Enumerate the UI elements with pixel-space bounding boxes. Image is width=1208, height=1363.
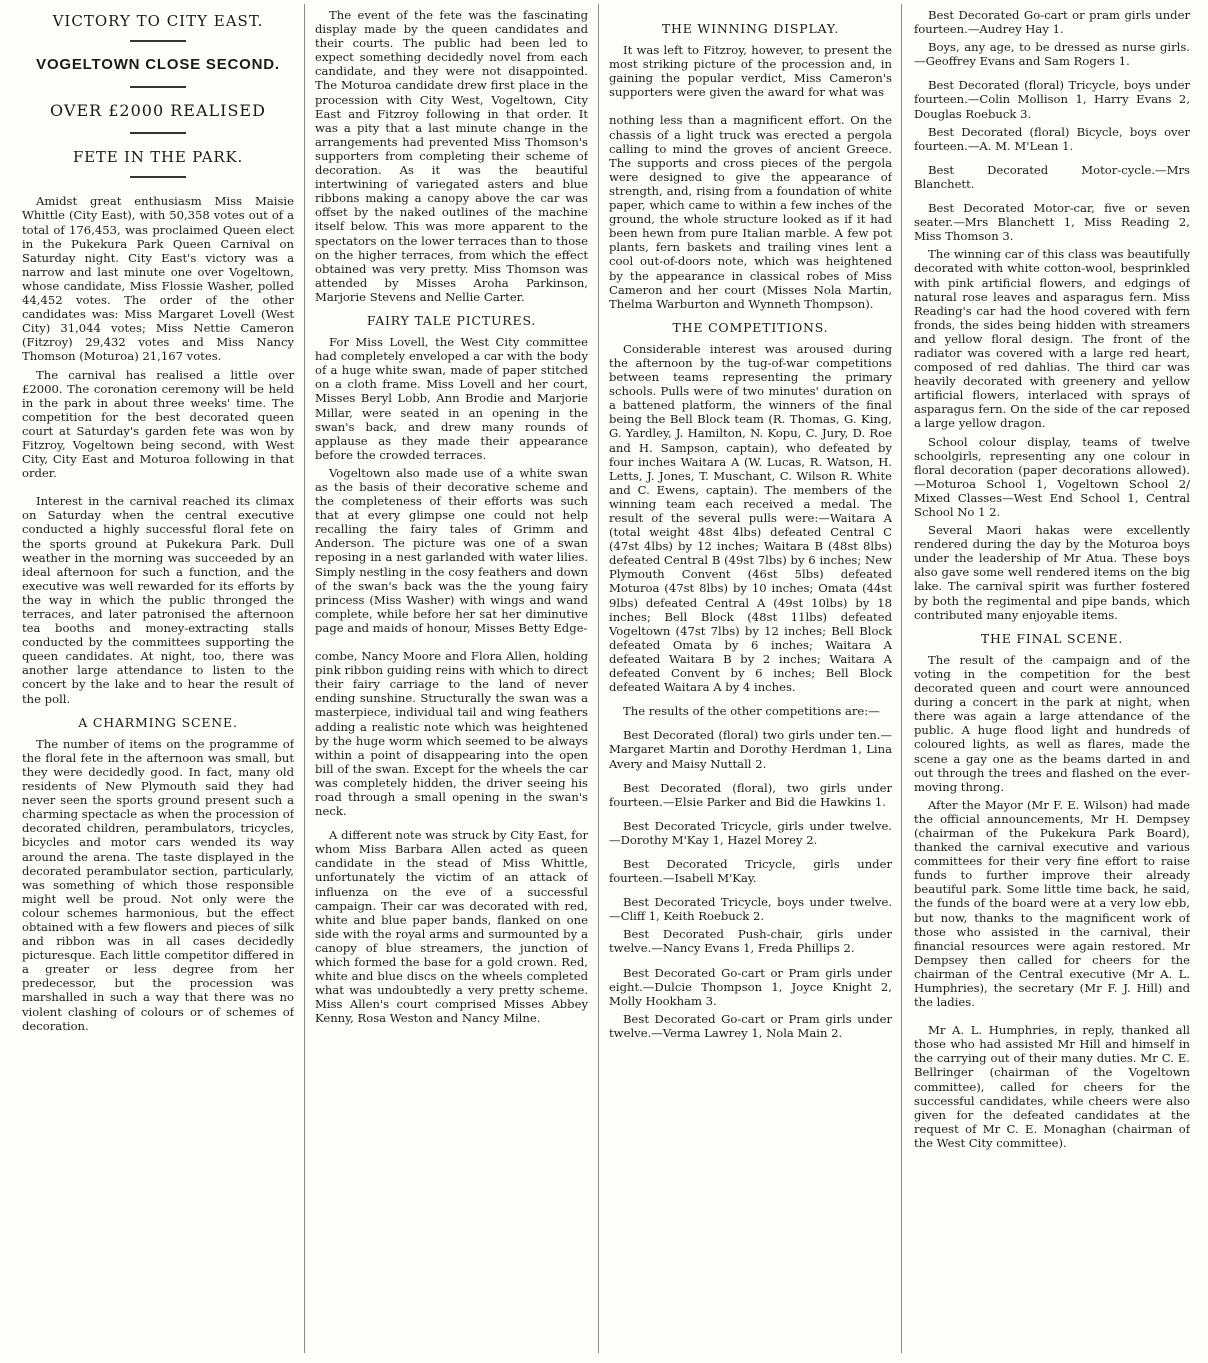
result-item: Best Decorated (floral) Bicycle, boys over fourteen.—A. M. M'Lean 1. bbox=[914, 124, 1190, 153]
subheading-competitions: THE COMPETITIONS. bbox=[672, 319, 829, 335]
result-item: Best Decorated (floral) Tricycle, boys under fourteen.—Colin Mollison 1, Harry Evans 2, Douglas Roebuck 3. bbox=[914, 78, 1190, 121]
article-column-3 bbox=[609, 8, 892, 1349]
result-item: Best Decorated Tricycle, girls under twelve.—Dorothy M'Kay 1, Hazel Morey 2. bbox=[609, 818, 892, 847]
paragraph: The results of the other competitions are:— bbox=[623, 704, 880, 719]
paragraph: The winning car of this class was beautifully decorated with white cotton-wool, besprinkled with pink artificial flowers, and edgings of natural rose leaves and asparagus fern. Miss Reading's car had the hood covered with fern fronds, the sides being hidden with streamers and yellow floral design. The front of the radiator was covered with a large red heart, composed of red dahlias. The third car was heavily decorated with greenery and yellow artificial flowers, interlaced with sprays of asparagus fern. On the side of the car reposed a large yellow dragon. bbox=[914, 247, 1190, 431]
subheading-winning-display: THE WINNING DISPLAY. bbox=[661, 21, 840, 36]
paragraph: The carnival has realised a little over £2000. The coronation ceremony will be held in the park in about three weeks' time. The competition for the best decorated queen court at Saturday's garden fete was won by Fitzroy, Vogeltown being second, with West City, City East and Moturoa following in that order. bbox=[22, 367, 294, 481]
result-item: Best Decorated (floral) two girls under ten.—Margaret Martin and Dorothy Herdman 1, Lina Avery and Maisy Nuttall 2. bbox=[609, 728, 892, 771]
paragraph: The number of items on the programme of the floral fete in the afternoon was small, but they were decidedly good. In fact, many old residents of New Plymouth said they had never seen the sports ground present such a charming spectacle as when the procession of decorated children, perambulators, tricycles, bicycles and motor cars wended its way around the arena. The taste displayed in the decorated perambulator section, particularly, was something of which those responsible might well be proud. Not only were the colour schemes harmonious, but the effect obtained with a few flowers and pieces of silk and ribbon was in all cases decidedly picturesque. Each little competitor differed in a greater or less degree from her predecessor, but the procession was marshalled in such a way that there was no violent clashing of colours or of schemes of decoration. bbox=[22, 736, 294, 1033]
subheading-charming-scene: A CHARMING SCENE. bbox=[78, 714, 238, 730]
result-item: Best Decorated Tricycle, girls under fourteen.—Isabell M'Kay. bbox=[609, 856, 892, 886]
paragraph: Mr A. L. Humphries, in reply, thanked all those who had assisted Mr Hill and himself in the carrying out of their many duties. Mr C. E. Bellringer (chairman of the Vogeltown committee), called for cheers for the successful candidates, while cheers were also given for the defeated candidates at the request of Mr C. E. Monaghan (chairman of the West City committee). bbox=[914, 1023, 1190, 1150]
headline-realised: OVER £2000 REALISED bbox=[50, 101, 266, 121]
paragraph: After the Mayor (Mr F. E. Wilson) had made the official announcements, Mr H. Dempsey (chairman of the Pukekura Park Board), thanked the carnival executive and various committees for their very fine effort to raise funds to further improve their already beautiful park. Some little time back, he said, the funds of the board were at a very low ebb, but now, thanks to the magnificent work of those who assisted in the carnival, their financial resources were again restored. Mr Dempsey then called for cheers for the chairman of the Central executive (Mr A. L. Humphries), the secretary (Mr F. J. Hill) and the ladies. bbox=[914, 797, 1190, 1010]
headline-vogeltown: VOGELTOWN CLOSE SECOND. bbox=[36, 56, 280, 74]
result-item: Best Decorated Push-chair, girls under twelve.—Nancy Evans 1, Freda Phillips 2. bbox=[609, 927, 892, 956]
paragraph: Several Maori hakas were excellently rendered during the day by the Moturoa boys under the leadership of Mr Atua. These boys also gave some well rendered items on the big lake. The carnival spirit was further fostered by both the regimental and pipe bands, which contributed many enjoyable items. bbox=[914, 523, 1190, 622]
column-rule bbox=[304, 4, 305, 1353]
column-rule bbox=[598, 4, 599, 1353]
headline-victory: VICTORY TO CITY EAST. bbox=[52, 12, 264, 30]
article-column-2 bbox=[315, 8, 588, 1349]
result-item: Boys, any age, to be dressed as nurse girls.—Geoffrey Evans and Sam Rogers 1. bbox=[914, 40, 1190, 69]
result-item: Best Decorated Go-cart or Pram girls under twelve.—Verma Lawrey 1, Nola Main 2. bbox=[609, 1011, 892, 1040]
paragraph: The event of the fete was the fascinating display made by the queen candidates and their courts. The public had been led to expect something decidedly novel from each candidate, and they were not disappointed. The Moturoa candidate drew first place in the procession with City West, Vogeltown, City East and Fitzroy following in that order. It was a pity that a last minute change in the arrangements had prevented Miss Thomson's supporters from completing their scheme of decoration. As it was the beautiful intertwining of variegated asters and blue ribbons making a canopy above the car was offset by the naked outlines of the machine itself below. This was more apparent to the spectators on the lower terraces than to those on the higher terraces, from which the effect obtained was very pretty. Miss Thomson was attended by Misses Aroha Parkinson, Marjorie Stevens and Nellie Carter. bbox=[315, 8, 588, 304]
subheading-final-scene: THE FINAL SCENE. bbox=[980, 630, 1124, 646]
article-column-4 bbox=[914, 8, 1190, 1349]
result-item: Best Decorated Tricycle, boys under twelve.—Cliff 1, Keith Roebuck 2. bbox=[609, 895, 892, 924]
paragraph: School colour display, teams of twelve schoolgirls, representing any one colour in floral decoration (paper decorations allowed).—Moturoa School 1, Vogeltown School 2/ Mixed Classes—West End School 1, Central School No 1 2. bbox=[914, 434, 1190, 519]
headline-rule bbox=[130, 132, 186, 134]
subheading-fairy-tale: FAIRY TALE PICTURES. bbox=[366, 312, 537, 328]
column-rule bbox=[901, 4, 902, 1353]
paragraph: The result of the campaign and of the voting in the competition for the best decorated queen and court were announced during a concert in the park at night, when there was again a large attendance of the public. A huge flood light and hundreds of coloured lights, as well as flares, made the scene a gay one as the beams darted in and out through the trees and flashed on the ever-moving throng. bbox=[914, 652, 1190, 794]
headline-rule bbox=[130, 176, 186, 178]
result-item: Best Decorated Motor-car, five or seven seater.—Mrs Blanchett 1, Miss Reading 2, Miss Thomson 3. bbox=[914, 201, 1190, 244]
result-item: Best Decorated Go-cart or Pram girls under eight.—Dulcie Thompson 1, Joyce Knight 2, Molly Hookham 3. bbox=[609, 965, 892, 1008]
result-item: Best Decorated Motor-cycle.—Mrs Blanchett. bbox=[914, 162, 1190, 191]
headline-rule bbox=[130, 40, 186, 42]
paragraph: For Miss Lovell, the West City committee had completely enveloped a car with the body of a huge white swan, made of paper stitched on a cloth frame. Miss Lovell and her court, Misses Beryl Lobb, Ann Brodie and Marjorie Millar, were seated in an opening in the swan's back, and drew many rounds of applause as they made their appearance before the crowded terraces. bbox=[315, 335, 588, 462]
headline-rule bbox=[130, 86, 186, 88]
paragraph: It was left to Fitzroy, however, to present the most striking picture of the procession and, in gaining the popular verdict, Miss Cameron's supporters were given the award for what was bbox=[609, 43, 892, 100]
result-item: Best Decorated (floral), two girls under fourteen.—Elsie Parker and Bid die Hawkins 1. bbox=[609, 780, 892, 809]
paragraph: Vogeltown also made use of a white swan as the basis of their decorative scheme and the completeness of their efforts was such that at every glimpse one could not help recalling the fairy tales of Grimm and Anderson. The picture was one of a swan reposing in a nest garlanded with water lilies. Simply nestling in the cosy feathers and down of the swan's back was the the young fairy princess (Miss Washer) with wings and wand complete, while before her sat her diminutive page and maids of honour, Misses Betty Edge- bbox=[315, 465, 588, 635]
result-item: Best Decorated Go-cart or pram girls under fourteen.—Audrey Hay 1. bbox=[914, 8, 1190, 37]
headline-fete: FETE IN THE PARK. bbox=[72, 148, 244, 167]
paragraph: A different note was struck by City East, for whom Miss Barbara Allen acted as queen candidate in the stead of Miss Whittle, unfortunately the victim of an attack of influenza on the eve of a successful campaign. Their car was decorated with red, white and blue paper bands, flanked on one side with the royal arms and surmounted by a canopy of blue streamers, the junction of which formed the base for a gold crown. Red, white and blue discs on the wheels completed what was undoubtedly a very pretty scheme. Miss Allen's court comprised Misses Abbey Kenny, Rosa Weston and Nancy Milne. bbox=[315, 828, 588, 1026]
paragraph: nothing less than a magnificent effort. On the chassis of a light truck was erected a pergola calling to mind the groves of ancient Greece. The supports and cross pieces of the pergola were designed to give the appearance of strength, and, rising from a foundation of white paper, which came to within a few inches of the ground, the whole structure looked as if it had been hewn from pure Italian marble. A few pot plants, fern baskets and trailing vines lent a cool out-of-doors note, which was heightened by the appearance in classical robes of Miss Cameron and her court (Misses Nola Martin, Thelma Warburton and Wynneth Thompson). bbox=[609, 113, 892, 311]
article-column-1 bbox=[22, 8, 294, 1349]
paragraph: Amidst great enthusiasm Miss Maisie Whittle (City East), with 50,358 votes out of a total of 176,453, was proclaimed Queen elect in the Pukekura Park Queen Carnival on Saturday night. City East's victory was a narrow and last minute one over Vogeltown, whose candidate, Miss Flossie Washer, polled 44,452 votes. The order of the other candidates was: Miss Margaret Lovell (West City) 31,044 votes; Miss Nettie Cameron (Fitzroy) 29,432 votes and Miss Nancy Thomson (Moturoa) 21,167 votes. bbox=[22, 194, 294, 364]
paragraph: Considerable interest was aroused during the afternoon by the tug-of-war competitions between teams representing the primary schools. Pulls were of two minutes' duration on a battened platform, the winners of the final being the Bell Block team (R. Thomas, G. King, G. Yardley, J. Hamilton, N. Kopu, C. Jury, D. Roe and H. Sampson, captain), who defeated by four inches Waitara A (W. Lucas, R. Watson, H. Letts, J. Jones, T. Muschant, C. Wilson R. White and C. Ewens, captain). The members of the winning team each received a medal. The result of the several pulls were:—Waitara A (total weight 48st 4lbs) defeated Central C (47st 4lbs) by 12 inches; Waitara B (48st 8lbs) defeated Central B (49st 7lbs) by 6 inches; New Plymouth Convent (46st 5lbs) defeated Moturoa (47st 8lbs) by 10 inches; Omata (44st 9lbs) defeated Central A (49st 10lbs) by 18 inches; Bell Block (48st 11lbs) defeated Vogeltown (47st 7lbs) by 12 inches; Bell Block defeated Omata by 6 inches; Waitara A defeated Waitara B by 2 inches; Waitara A defeated Convent by 6 inches; Bell Block defeated Waitara A by 4 inches. bbox=[609, 341, 892, 695]
paragraph: Interest in the carnival reached its climax on Saturday when the central executive conducted a highly successful floral fete on the sports ground at Pukekura Park. Dull weather in the morning was succeeded by an ideal afternoon for such a function, and the executive was well rewarded for its efforts by the way in which the public thronged the terraces, and later patronised the afternoon tea booths and money-extracting stalls conducted by the committees supporting the queen candidates. At night, too, there was another large attendance to listen to the concert by the lake and to hear the result of the poll. bbox=[22, 494, 294, 706]
paragraph: combe, Nancy Moore and Flora Allen, holding pink ribbon guiding reins with which to direct their fairy carriage to the land of never ending sunshine. Structurally the swan was a masterpiece, individual tail and wing feathers adding a realistic note which was heightened by the huge worm which seemed to be always within a point of disappearing into the open bill of the swan. Except for the wheels the car was completely hidden, the driver seeing his road through a small opening in the swan's neck. bbox=[315, 649, 588, 819]
